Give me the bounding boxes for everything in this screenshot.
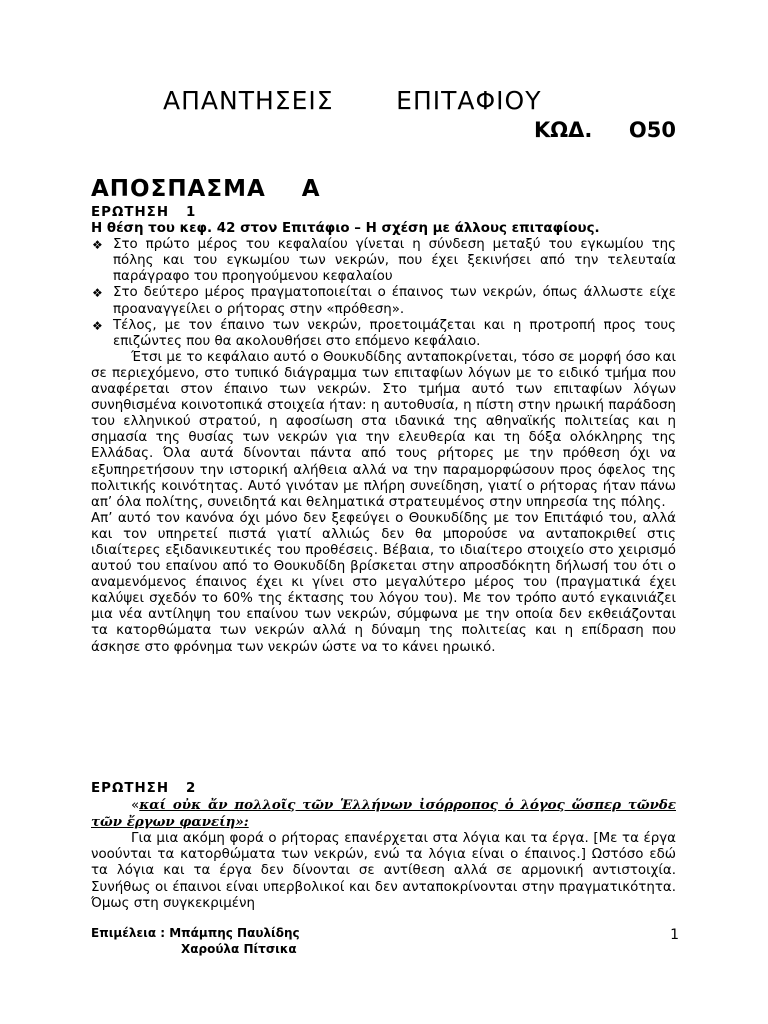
question-1	[91, 205, 676, 656]
question-1-label: ΕΡΩΤΗΣΗ 1	[91, 205, 197, 220]
footer-editors-line-2: Χαρούλα Πίτσικα	[181, 942, 297, 956]
page-footer	[91, 925, 679, 957]
question-2	[91, 781, 676, 912]
question-2-label: ΕΡΩΤΗΣΗ 2	[91, 781, 197, 796]
diamond-bullet-icon: ❖	[92, 238, 103, 253]
question-1-bullets	[91, 237, 676, 350]
bullet-text: Στο δεύτερο μέρος πραγματοποιείται ο έπαινος των νεκρών, όπως άλλωστε είχε προαναγγείλει ο ρήτορας στην «πρόθεση».	[113, 285, 676, 317]
question-2-quote	[91, 797, 676, 831]
footer-editors-line-1: Επιμέλεια : Μπάμπης Παυλίδης	[91, 926, 300, 940]
ancient-greek-quote: καί οὐκ ἄν πολλοῖς τῶν Ἑλλήνων ἰσόρροπος ὁ λόγος ὥσπερ τῶνδε τῶν ἔργων φανείη»:	[91, 797, 676, 831]
diamond-bullet-icon: ❖	[92, 286, 103, 301]
bullet-text: Στο πρώτο μέρος του κεφαλαίου γίνεται η σύνδεση μεταξύ του εγκωμίου της πόλης και του εγκωμίου των νεκρών, που έχει ξεκινήσει από την τελευταία παράγραφο του προηγούμενου κεφαλαίου	[113, 237, 676, 285]
bullet-item	[91, 318, 676, 350]
question-1-paragraph-1: Έτσι με το κεφάλαιο αυτό ο Θουκυδίδης ανταποκρίνεται, τόσο σε μορφή όσο και σε περιεχόμενο, στο τυπικό διάγραμμα των επιταφίων λόγων με το ειδικό τμήμα που αναφέρεται στον έπαινο των νεκρών. Στο τμήμα αυτό των επιταφίων λόγων συνηθισμένα κοινοτοπικά στοιχεία ήταν: η αυτοθυσία, η πίστη στην ηρωική παράδοση του ελληνικού στρατού, η αφοσίωση στα ιδανικά της αθηναϊκής πολιτείας και η σημασία της θυσίας των νεκρών για την ελευθερία και τη δόξα ολόκληρης της Ελλάδας. Όλα αυτά δίνονται πάντα από τους ρήτορες με την πρόθεση όχι να εξυπηρετήσουν την ιστορική αλήθεια αλλά να την παραμορφώσουν προς όφελος της πολιτικής κοινότητας. Αυτό γινόταν με πλήρη συνείδηση, γιατί ο ρήτορας ήταν πάνω απ’ όλα πολίτης, συνειδητά και θεληματικά στρατευμένος στην υπηρεσία της πόλης.	[91, 349, 676, 510]
bullet-text: Τέλος, με τον έπαινο των νεκρών, προετοιμάζεται και η προτροπή προς τους επιζώντες που θα ακολουθήσει στο επόμενο κεφάλαιο.	[113, 317, 676, 349]
diamond-bullet-icon: ❖	[92, 318, 103, 333]
document-code: ΚΩΔ. Ο50	[534, 118, 676, 142]
question-2-paragraph-1: Για μια ακόμη φορά ο ρήτορας επανέρχεται στα λόγια και τα έργα. [Με τα έργα νοούνται τα κατορθώματα των νεκρών, ενώ τα λόγια είναι ο έπαινος.] Ωστόσο εδώ τα λόγια και τα έργα δεν δίνονται σε αντίθεση αλλά σε αρμονική αντιστοιχία. Συνήθως οι έπαινοι είναι υπερβολικοί και δεν ανταποκρίνονται στην πραγματικότητα. Όμως στη συγκεκριμένη	[91, 831, 676, 911]
quote-open-mark: «	[131, 798, 140, 814]
bullet-item	[91, 237, 676, 285]
question-1-paragraph-2: Απ’ αυτό τον κανόνα όχι μόνο δεν ξεφεύγει ο Θουκυδίδης με τον Επιτάφιό του, αλλά και τον υπηρετεί πιστά γιατί αλλιώς δεν θα μπορούσε να ανταποκριθεί στις ιδιαίτερες εξιδανικευτικές του προθέσεις. Βέβαια, το ιδιαίτερο στοιχείο στο χειρισμό αυτού του επαίνου από το Θουκυδίδη βρίσκεται στην απροσδόκητη δήλωσή του ότι ο αναμενόμενος έπαινος έχει κι γίνει στο μεγαλύτερο μέρος του (πραγματικά έχει καλύψει σχεδόν το 60% της έκτασης του λόγου του). Με τον τρόπο αυτό εγκαινιάζει μια νέα αντίληψη του επαίνου των νεκρών, σύμφωνα με την οποία δεν εκθειάζονται τα κατορθώματα των νεκρών αλλά η δύναμη της πολιτείας και η επίδραση που άσκησε στο φρόνημα των νεκρών ώστε να το κάνει ηρωικό.	[91, 510, 676, 655]
section-title: ΑΠΟΣΠΑΣΜΑ Α	[91, 176, 321, 202]
page-number: 1	[670, 927, 679, 943]
bullet-item	[91, 285, 676, 317]
question-1-topic: Η θέση του κεφ. 42 στον Επιτάφιο – Η σχέση με άλλους επιταφίους.	[91, 221, 600, 237]
document-title: ΑΠΑΝΤΗΣΕΙΣ ΕΠΙΤΑΦΙΟΥ	[163, 86, 542, 115]
